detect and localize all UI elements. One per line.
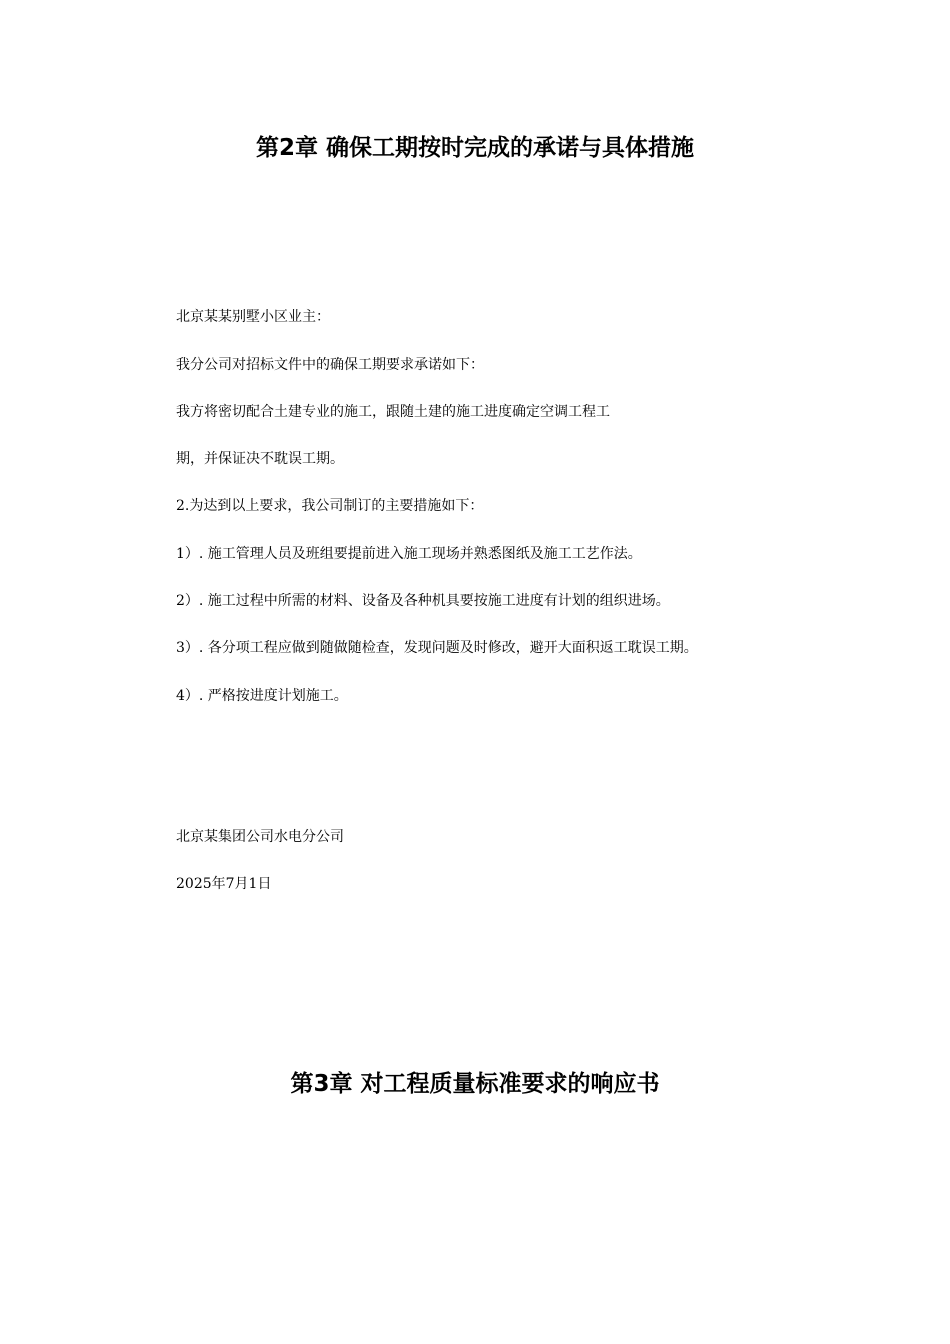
measure-item-3: 3）. 各分项工程应做到随做随检查，发现问题及时修改，避开大面积返工耽误工期。 <box>176 640 698 656</box>
signature: 北京某集团公司水电分公司 <box>176 829 344 845</box>
measures-heading: 2.为达到以上要求，我公司制订的主要措施如下： <box>176 498 484 514</box>
commitment-line-2: 期，并保证决不耽误工期。 <box>176 451 344 467</box>
intro-paragraph: 我分公司对招标文件中的确保工期要求承诺如下： <box>176 357 484 373</box>
signature-date: 2025年7月1日 <box>176 876 272 892</box>
chapter-2-title: 第2章 确保工期按时完成的承诺与具体措施 <box>255 135 694 161</box>
commitment-line-1: 我方将密切配合土建专业的施工，跟随土建的施工进度确定空调工程工 <box>176 404 610 420</box>
measure-item-1: 1）. 施工管理人员及班组要提前进入施工现场并熟悉图纸及施工工艺作法。 <box>176 546 642 562</box>
measure-item-4: 4）. 严格按进度计划施工。 <box>176 688 348 704</box>
measure-item-2: 2）. 施工过程中所需的材料、设备及各种机具要按施工进度有计划的组织进场。 <box>176 593 670 609</box>
salutation: 北京某某别墅小区业主： <box>176 309 330 325</box>
chapter-3-title: 第3章 对工程质量标准要求的响应书 <box>290 1071 660 1097</box>
